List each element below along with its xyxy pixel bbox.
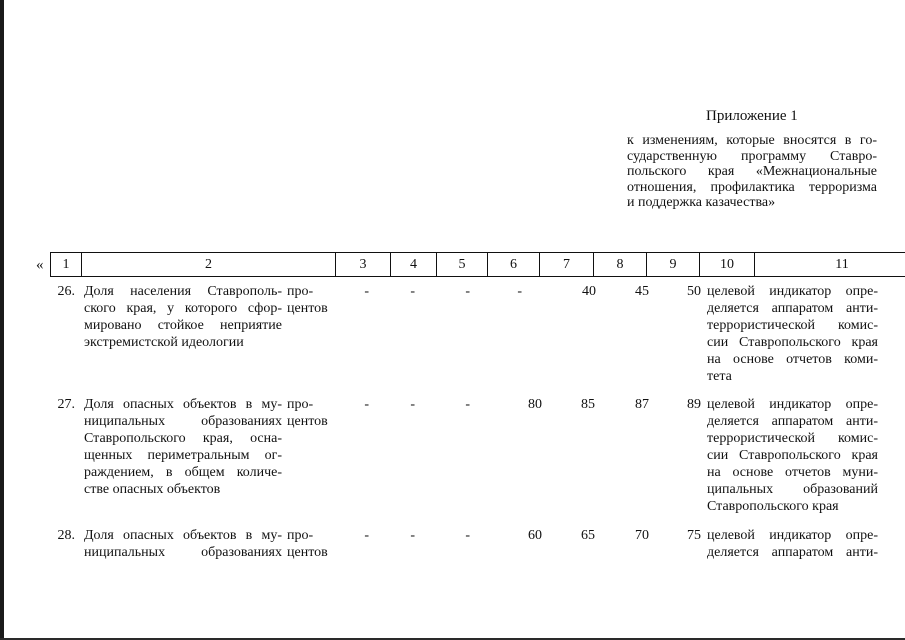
row-value: 87 (635, 397, 649, 412)
text-line: ниципальных образованиях (84, 414, 282, 429)
text-line: сии Ставропольского края (707, 448, 878, 463)
column-header: 10 (700, 253, 755, 277)
text-line: Доля населения Ставрополь- (84, 284, 282, 299)
text-line: Доля опасных объектов в му- (84, 397, 282, 412)
row-value: 45 (635, 284, 649, 299)
text-line: щенных периметральным ог- (84, 448, 282, 463)
text-line: центов (287, 545, 328, 560)
row-description (84, 527, 282, 561)
text-line: Ставропольского края (707, 499, 839, 514)
row-value: - (410, 528, 415, 543)
text-line: центов (287, 301, 328, 316)
row-value: - (465, 528, 470, 543)
column-header: 1 (51, 253, 82, 277)
text-line: экстремистской идеологии (84, 335, 244, 350)
row-value: - (410, 397, 415, 412)
text-line: деляется аппаратом анти- (707, 545, 878, 560)
text-line: на основе отчетов коми- (707, 352, 878, 367)
column-header: 3 (336, 253, 391, 277)
text-line: деляется аппаратом анти- (707, 301, 878, 316)
row-value: - (517, 284, 522, 299)
row-value: 60 (528, 528, 542, 543)
row-number: 27. (57, 397, 75, 412)
text-line: целевой индикатор опре- (707, 397, 878, 412)
row-value: - (465, 284, 470, 299)
row-value: - (364, 397, 369, 412)
text-line: целевой индикатор опре- (707, 284, 878, 299)
text-line: террористической комис- (707, 431, 878, 446)
row-value: 70 (635, 528, 649, 543)
row-value: - (465, 397, 470, 412)
row-number: 26. (57, 284, 75, 299)
column-header: 6 (488, 253, 540, 277)
row-description (84, 396, 282, 498)
row-value: 75 (687, 528, 701, 543)
column-header: 5 (437, 253, 488, 277)
text-line: стве опасных объектов (84, 482, 221, 497)
text-line: террористической комис- (707, 318, 878, 333)
appendix-line: сударственную программу Ставро- (627, 148, 877, 164)
row-value: - (364, 284, 369, 299)
appendix-title: Приложение 1 (706, 108, 798, 124)
text-line: мировано стойкое неприятие (84, 318, 282, 333)
column-header: 8 (594, 253, 647, 277)
column-header: 4 (391, 253, 437, 277)
text-line: Ставропольского края, осна- (84, 431, 282, 446)
text-line: про- (287, 397, 314, 412)
text-line: центов (287, 414, 328, 429)
text-line: сии Ставропольского края (707, 335, 878, 350)
text-line: ского края, у которого сфор- (84, 301, 282, 316)
text-line: Доля опасных объектов в му- (84, 528, 282, 543)
row-value: - (364, 528, 369, 543)
row-description (84, 283, 282, 351)
column-header: 7 (540, 253, 594, 277)
row-number: 28. (57, 528, 75, 543)
text-line: на основе отчетов муни- (707, 465, 878, 480)
text-line: целевой индикатор опре- (707, 528, 878, 543)
row-indicator (707, 527, 878, 561)
row-value: 89 (687, 397, 701, 412)
row-value: 65 (581, 528, 595, 543)
appendix-subtitle (627, 133, 877, 211)
appendix-line: польского края «Межнациональные (627, 164, 877, 179)
row-value: - (410, 284, 415, 299)
column-header: 2 (82, 253, 336, 277)
row-indicator (707, 283, 878, 385)
row-value: 40 (582, 284, 596, 299)
row-value: 85 (581, 397, 595, 412)
table-header (50, 252, 905, 277)
appendix-line: и поддержка казачества» (627, 195, 776, 210)
text-line: про- (287, 528, 314, 543)
row-indicator (707, 396, 878, 515)
open-quote: « (36, 257, 44, 273)
text-line: деляется аппаратом анти- (707, 414, 878, 429)
text-line: про- (287, 284, 314, 299)
row-value: 50 (687, 284, 701, 299)
text-line: ципальных образований (707, 482, 878, 497)
row-value: 80 (528, 397, 542, 412)
page-left-edge (0, 0, 4, 640)
appendix-line: к изменениям, которые вносятся в го- (627, 133, 877, 148)
column-header: 11 (755, 253, 905, 277)
text-line: ниципальных образованиях (84, 545, 282, 560)
text-line: тета (707, 369, 732, 384)
text-line: раждением, в общем количе- (84, 465, 282, 480)
column-header: 9 (647, 253, 700, 277)
appendix-line: отношения, профилактика терроризма (627, 179, 877, 195)
